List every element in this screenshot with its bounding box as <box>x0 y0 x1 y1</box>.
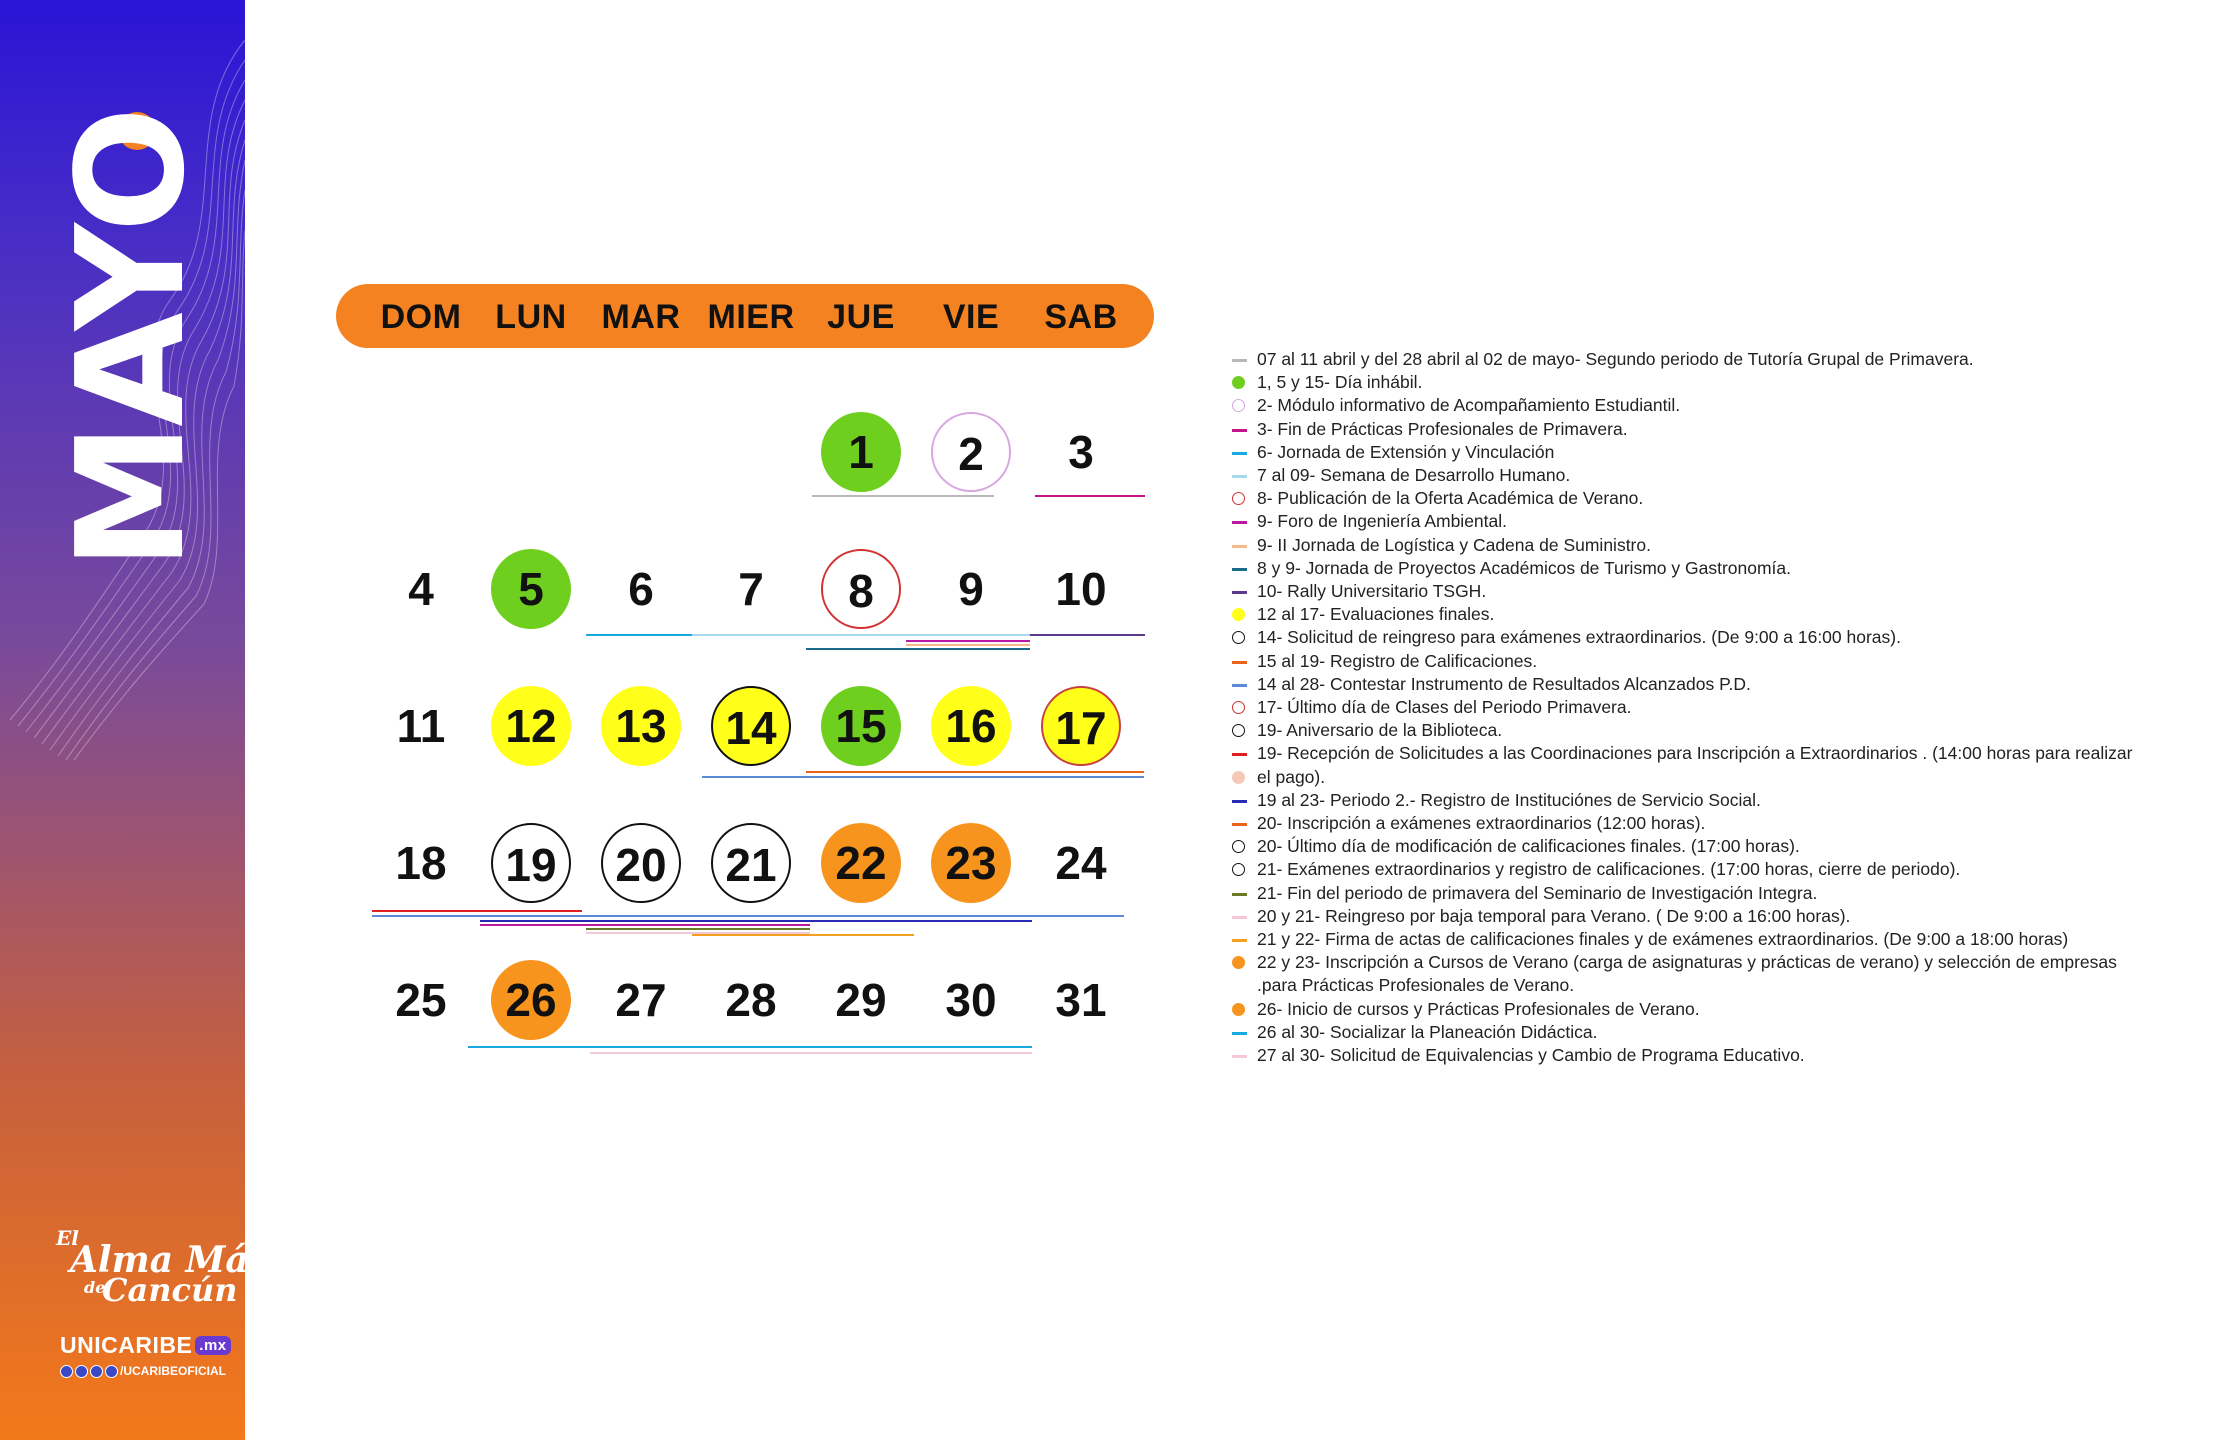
legend-text: .para Prácticas Profesionales de Verano. <box>1257 975 1575 996</box>
legend-item <box>1232 1021 2180 1044</box>
legend-text: 22 y 23- Inscripción a Cursos de Verano (carga de asignaturas y prácticas de verano) y selección de empresas <box>1257 952 2117 973</box>
legend-text: 26- Inicio de cursos y Prácticas Profesionales de Verano. <box>1257 998 1700 1019</box>
underline-extension <box>586 634 692 636</box>
legend-item <box>1232 487 2180 510</box>
legend-item <box>1232 441 2180 464</box>
legend-text: 10- Rally Universitario TSGH. <box>1257 581 1487 602</box>
legend-item <box>1232 928 2180 951</box>
legend-circle-marker <box>1232 492 1245 505</box>
legend-text: 8 y 9- Jornada de Proyectos Académicos de Turismo y Gastronomía. <box>1257 557 1791 578</box>
legend-item <box>1232 696 2180 719</box>
legend-item <box>1232 626 2180 649</box>
weekday-header <box>336 284 1154 348</box>
legend-line-marker <box>1232 753 1247 756</box>
legend-circle-marker <box>1232 956 1245 969</box>
calendar-day-23: 23 <box>931 823 1011 903</box>
month-title: MAYO <box>45 110 217 570</box>
brand-name: UNICARIBE <box>60 1332 193 1358</box>
legend-text: 12 al 17- Evaluaciones finales. <box>1257 604 1495 625</box>
sidebar <box>0 0 308 1440</box>
calendar-day-20: 20 <box>601 823 681 903</box>
legend-text: 9- Foro de Ingeniería Ambiental. <box>1257 511 1508 532</box>
calendar-day-11: 11 <box>396 700 446 752</box>
legend-item <box>1232 742 2180 765</box>
weekday-mier: MIER <box>707 298 795 336</box>
youtube-icon <box>90 1365 103 1378</box>
legend-line-marker <box>1232 591 1247 594</box>
legend-text: 27 al 30- Solicitud de Equivalencias y Cambio de Programa Educativo. <box>1257 1045 1805 1066</box>
legend-line-marker <box>1232 684 1247 687</box>
legend-text: 6- Jornada de Extensión y Vinculación <box>1257 441 1555 462</box>
slogan-el: El <box>56 1226 79 1250</box>
legend-item <box>1232 835 2180 858</box>
calendar-day-17: 17 <box>1041 686 1121 766</box>
legend-item <box>1232 974 2180 997</box>
brand-tld: .mx <box>195 1336 230 1355</box>
legend-item <box>1232 719 2180 742</box>
calendar-day-28: 28 <box>725 974 777 1026</box>
weekday-sab: SAB <box>1044 298 1118 336</box>
legend-line-marker <box>1232 893 1247 896</box>
calendar-day-5: 5 <box>491 549 571 629</box>
events-legend <box>1232 348 2180 1067</box>
slogan-cancun: Cancún <box>102 1271 238 1309</box>
legend-text: 9- II Jornada de Logística y Cadena de Suministro. <box>1257 534 1651 555</box>
legend-line-marker <box>1232 429 1247 432</box>
legend-item <box>1232 951 2180 974</box>
calendar-day-3: 3 <box>1068 426 1094 478</box>
calendar-day-29: 29 <box>835 974 887 1026</box>
legend-item <box>1232 464 2180 487</box>
legend-text: 14- Solicitud de reingreso para exámenes extraordinarios. (De 9:00 a 16:00 horas). <box>1257 627 1901 648</box>
legend-item <box>1232 557 2180 580</box>
legend-text: 19- Aniversario de la Biblioteca. <box>1257 720 1503 741</box>
underline-foro <box>906 640 1030 642</box>
legend-item <box>1232 858 2180 881</box>
legend-text: 21- Fin del periodo de primavera del Seminario de Investigación Integra. <box>1257 882 1818 903</box>
legend-line-marker <box>1232 545 1247 548</box>
legend-item <box>1232 998 2180 1021</box>
legend-line-marker <box>1232 800 1247 803</box>
legend-item <box>1232 534 2180 557</box>
legend-line-marker <box>1232 823 1247 826</box>
calendar-day-15: 15 <box>821 686 901 766</box>
legend-item <box>1232 603 2180 626</box>
legend-line-marker <box>1232 916 1247 919</box>
legend-text: 19- Recepción de Solicitudes a las Coordinaciones para Inscripción a Extraordinarios . (14:00 horas para realizar <box>1257 743 2133 764</box>
legend-text: 21- Exámenes extraordinarios y registro de calificaciones. (17:00 horas, cierre de periodo). <box>1257 859 1961 880</box>
calendar-day-12: 12 <box>491 686 571 766</box>
legend-item <box>1232 348 2180 371</box>
calendar-day-9: 9 <box>958 563 984 615</box>
legend-circle-marker <box>1232 771 1245 784</box>
legend-line-marker <box>1232 521 1247 524</box>
legend-item <box>1232 394 2180 417</box>
legend-text: 3- Fin de Prácticas Profesionales de Primavera. <box>1257 418 1628 439</box>
legend-text: 17- Último día de Clases del Periodo Primavera. <box>1257 697 1632 718</box>
legend-text: 2- Módulo informativo de Acompañamiento Estudiantil. <box>1257 395 1681 416</box>
slogan-de: de <box>84 1278 106 1297</box>
legend-circle-marker <box>1232 863 1245 876</box>
legend-text: 15 al 19- Registro de Calificaciones. <box>1257 650 1538 671</box>
legend-item <box>1232 812 2180 835</box>
social-handle <box>60 1364 226 1378</box>
calendar-day-26: 26 <box>491 960 571 1040</box>
underline-rally <box>1030 634 1145 636</box>
underline-equivalencias <box>590 1052 1032 1054</box>
underline-instrumento <box>702 776 1144 778</box>
calendar-day-31: 31 <box>1055 974 1107 1026</box>
social-handle-text: /UCARIBEOFICIAL <box>120 1364 226 1378</box>
calendar-day-24: 24 <box>1055 837 1107 889</box>
weekday-vie: VIE <box>942 298 1000 336</box>
calendar-day-22: 22 <box>821 823 901 903</box>
legend-item <box>1232 1044 2180 1067</box>
legend-line-marker <box>1232 661 1247 664</box>
legend-circle-marker <box>1232 724 1245 737</box>
twitter-icon <box>75 1365 88 1378</box>
legend-circle-marker <box>1232 840 1245 853</box>
calendar-day-19: 19 <box>491 823 571 903</box>
calendar-day-4: 4 <box>408 563 434 615</box>
calendar-day-21: 21 <box>711 823 791 903</box>
underline-firma-actas <box>692 934 914 936</box>
calendar-day-18: 18 <box>395 837 447 889</box>
legend-item <box>1232 905 2180 928</box>
legend-text: 26 al 30- Socializar la Planeación Didáctica. <box>1257 1021 1598 1042</box>
legend-text: 19 al 23- Periodo 2.- Registro de Instituciónes de Servicio Social. <box>1257 789 1761 810</box>
legend-circle-marker <box>1232 631 1245 644</box>
calendar-day-8: 8 <box>821 549 901 629</box>
legend-item <box>1232 580 2180 603</box>
legend-line-marker <box>1232 475 1247 478</box>
slogan-alma-mater: Alma Máter <box>70 1239 308 1281</box>
weekday-mar: MAR <box>601 298 681 336</box>
calendar-day-16: 16 <box>931 686 1011 766</box>
legend-text: 7 al 09- Semana de Desarrollo Humano. <box>1257 465 1571 486</box>
calendar-day-2: 2 <box>931 412 1011 492</box>
underline-planeacion <box>468 1046 1032 1048</box>
legend-circle-marker <box>1232 399 1245 412</box>
calendar-day-14: 14 <box>711 686 791 766</box>
calendar-day-13: 13 <box>601 686 681 766</box>
underline-desarrollo-humano <box>692 634 1030 636</box>
legend-text: 20- Último día de modificación de calificaciones finales. (17:00 horas). <box>1257 836 1800 857</box>
calendar-day-27: 27 <box>615 974 667 1026</box>
calendar-day-6: 6 <box>628 563 654 615</box>
instagram-icon <box>105 1365 118 1378</box>
weekday-lun: LUN <box>495 298 567 336</box>
weekday-jue: JUE <box>827 298 895 336</box>
calendar-day-25: 25 <box>395 974 447 1026</box>
legend-item <box>1232 766 2180 789</box>
legend-item <box>1232 882 2180 905</box>
calendar-day-7: 7 <box>738 563 764 615</box>
legend-text: 20- Inscripción a exámenes extraordinarios (12:00 horas). <box>1257 813 1706 834</box>
underline-logistica <box>906 644 1030 646</box>
underline-proyectos <box>806 648 1030 650</box>
legend-item <box>1232 418 2180 441</box>
legend-text: 8- Publicación de la Oferta Académica de Verano. <box>1257 488 1644 509</box>
legend-item <box>1232 371 2180 394</box>
underline-periodo2 <box>480 920 1032 922</box>
legend-circle-marker <box>1232 701 1245 714</box>
legend-circle-marker <box>1232 1003 1245 1016</box>
calendar-day-1: 1 <box>821 412 901 492</box>
legend-line-marker <box>1232 568 1247 571</box>
legend-text: 21 y 22- Firma de actas de calificaciones finales y de exámenes extraordinarios. (De 9:00 a 18:00 horas) <box>1257 929 2069 950</box>
legend-line-marker <box>1232 1055 1247 1058</box>
legend-text: el pago). <box>1257 766 1326 787</box>
underline-servicio-social <box>372 915 1124 917</box>
legend-item <box>1232 673 2180 696</box>
brand-logo <box>60 1332 231 1359</box>
underline-registro-calif <box>806 771 1144 773</box>
legend-line-marker <box>1232 452 1247 455</box>
calendar-day-30: 30 <box>945 974 997 1026</box>
legend-line-marker <box>1232 1032 1247 1035</box>
weekday-dom: DOM <box>380 298 462 336</box>
legend-line-marker <box>1232 939 1247 942</box>
legend-line-marker <box>1232 359 1247 362</box>
underline-seminario <box>586 928 810 930</box>
underline-fin-practicas <box>1035 495 1145 497</box>
legend-item <box>1232 789 2180 812</box>
calendar-day-10: 10 <box>1055 563 1107 615</box>
legend-text: 07 al 11 abril y del 28 abril al 02 de mayo- Segundo periodo de Tutoría Grupal de Primavera. <box>1257 349 1974 369</box>
legend-item <box>1232 650 2180 673</box>
legend-text: 14 al 28- Contestar Instrumento de Resultados Alcanzados P.D. <box>1257 673 1751 694</box>
legend-circle-marker <box>1232 376 1245 389</box>
legend-text: 1, 5 y 15- Día inhábil. <box>1257 372 1423 393</box>
legend-circle-marker <box>1232 608 1245 621</box>
legend-item <box>1232 510 2180 533</box>
underline-inscripcion-extra <box>480 924 810 926</box>
legend-text: 20 y 21- Reingreso por baja temporal para Verano. ( De 9:00 a 16:00 horas). <box>1257 905 1851 926</box>
facebook-icon <box>60 1365 73 1378</box>
underline-tutoria <box>812 495 994 497</box>
underline-recepcion <box>372 910 582 912</box>
